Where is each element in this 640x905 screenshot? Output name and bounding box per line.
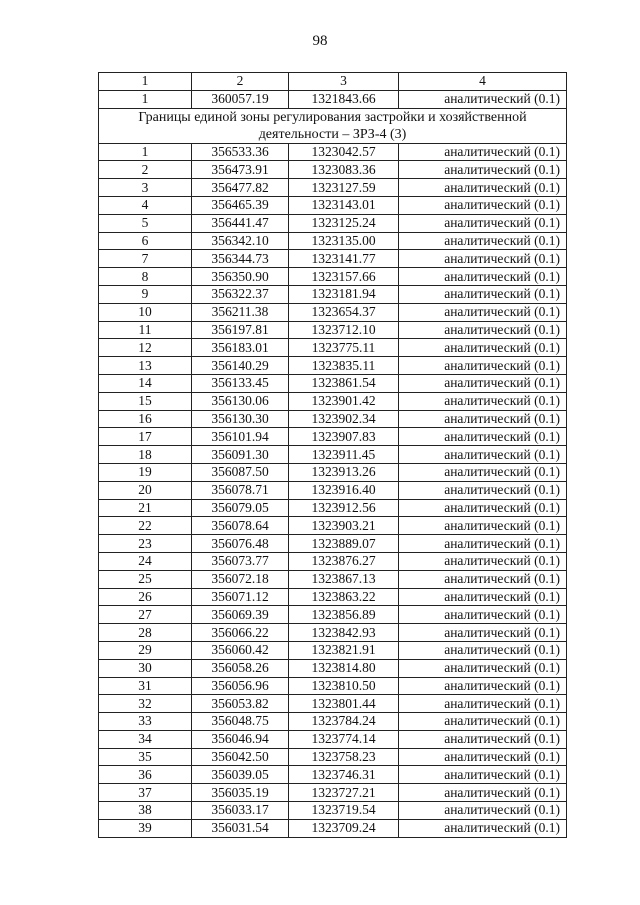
x-coordinate-cell: 356056.96: [192, 677, 289, 695]
y-coordinate-cell: 1323913.26: [289, 463, 399, 481]
y-coordinate-cell: 1323157.66: [289, 268, 399, 286]
table-row: [99, 588, 567, 606]
y-coordinate-cell: 1323821.91: [289, 641, 399, 659]
method-cell: аналитический (0.1): [399, 748, 567, 766]
x-coordinate-cell: 356060.42: [192, 641, 289, 659]
table-row: [99, 659, 567, 677]
x-coordinate-cell: 356078.71: [192, 481, 289, 499]
method-cell: аналитический (0.1): [399, 161, 567, 179]
x-coordinate-cell: 356039.05: [192, 766, 289, 784]
x-coordinate-cell: 356071.12: [192, 588, 289, 606]
point-number-cell: 25: [99, 570, 192, 588]
x-coordinate-cell: 356465.39: [192, 196, 289, 214]
table-row: [99, 392, 567, 410]
table-row: [99, 570, 567, 588]
table-row: [99, 446, 567, 464]
x-coordinate-cell: 356183.01: [192, 339, 289, 357]
coordinates-table-body: [99, 73, 567, 838]
point-number-cell: 10: [99, 303, 192, 321]
table-row: [99, 552, 567, 570]
point-number-cell: 26: [99, 588, 192, 606]
point-number-cell: 19: [99, 463, 192, 481]
point-number-cell: 21: [99, 499, 192, 517]
method-cell: аналитический (0.1): [399, 677, 567, 695]
y-coordinate-cell: 1323902.34: [289, 410, 399, 428]
x-coordinate-cell: 356130.06: [192, 392, 289, 410]
table-row: [99, 232, 567, 250]
method-cell: аналитический (0.1): [399, 357, 567, 375]
point-number-cell: 39: [99, 819, 192, 837]
method-cell: аналитический (0.1): [399, 268, 567, 286]
x-coordinate-cell: 356473.91: [192, 161, 289, 179]
table-row: [99, 606, 567, 624]
method-cell: аналитический (0.1): [399, 713, 567, 731]
y-coordinate-cell: 1323042.57: [289, 143, 399, 161]
point-number-cell: 33: [99, 713, 192, 731]
x-coordinate-cell: 356035.19: [192, 784, 289, 802]
y-coordinate-cell: 1323856.89: [289, 606, 399, 624]
y-coordinate-cell: 1323876.27: [289, 552, 399, 570]
table-row: [99, 214, 567, 232]
y-coordinate-cell: 1323712.10: [289, 321, 399, 339]
y-coordinate-cell: 1323901.42: [289, 392, 399, 410]
point-number-cell: 18: [99, 446, 192, 464]
method-cell: аналитический (0.1): [399, 196, 567, 214]
y-coordinate-cell: 1323912.56: [289, 499, 399, 517]
x-coordinate-cell: 356072.18: [192, 570, 289, 588]
method-cell: аналитический (0.1): [399, 819, 567, 837]
y-coordinate-cell: 1323916.40: [289, 481, 399, 499]
point-number-cell: 29: [99, 641, 192, 659]
table-row: [99, 179, 567, 197]
point-number-cell: 1: [99, 143, 192, 161]
x-coordinate-cell: 356477.82: [192, 179, 289, 197]
coordinates-table: [98, 72, 567, 838]
method-cell: аналитический (0.1): [399, 321, 567, 339]
table-row: [99, 196, 567, 214]
y-coordinate-cell: 1323867.13: [289, 570, 399, 588]
method-cell: аналитический (0.1): [399, 606, 567, 624]
point-number-cell: 5: [99, 214, 192, 232]
method-cell: аналитический (0.1): [399, 624, 567, 642]
y-coordinate-cell: 1323861.54: [289, 374, 399, 392]
x-coordinate-cell: 356042.50: [192, 748, 289, 766]
method-cell: аналитический (0.1): [399, 695, 567, 713]
method-cell: аналитический (0.1): [399, 552, 567, 570]
header-cell-y: 3: [289, 73, 399, 91]
x-coordinate-cell: 356091.30: [192, 446, 289, 464]
point-number-cell: 9: [99, 285, 192, 303]
page-number: 98: [312, 33, 328, 49]
method-cell: аналитический (0.1): [399, 428, 567, 446]
y-coordinate-cell: 1323719.54: [289, 802, 399, 820]
y-coordinate-cell: 1323125.24: [289, 214, 399, 232]
table-row: [99, 161, 567, 179]
y-coordinate-cell: 1323810.50: [289, 677, 399, 695]
method-cell: аналитический (0.1): [399, 784, 567, 802]
y-coordinate-cell: 1323135.00: [289, 232, 399, 250]
method-cell: аналитический (0.1): [399, 481, 567, 499]
table-row: [99, 303, 567, 321]
method-cell: аналитический (0.1): [399, 250, 567, 268]
method-cell: аналитический (0.1): [399, 90, 567, 108]
method-cell: аналитический (0.1): [399, 214, 567, 232]
table-row: [99, 641, 567, 659]
table-row: [99, 695, 567, 713]
point-number-cell: 27: [99, 606, 192, 624]
method-cell: аналитический (0.1): [399, 730, 567, 748]
x-coordinate-cell: 356533.36: [192, 143, 289, 161]
method-cell: аналитический (0.1): [399, 392, 567, 410]
point-number-cell: 17: [99, 428, 192, 446]
point-number-cell: 23: [99, 535, 192, 553]
table-row: [99, 463, 567, 481]
method-cell: аналитический (0.1): [399, 659, 567, 677]
table-row: [99, 766, 567, 784]
point-number-cell: 30: [99, 659, 192, 677]
method-cell: аналитический (0.1): [399, 232, 567, 250]
table-row: [99, 321, 567, 339]
y-coordinate-cell: 1323746.31: [289, 766, 399, 784]
point-number-cell: 11: [99, 321, 192, 339]
header-cell-x: 2: [192, 73, 289, 91]
method-cell: аналитический (0.1): [399, 374, 567, 392]
method-cell: аналитический (0.1): [399, 410, 567, 428]
table-row: [99, 499, 567, 517]
x-coordinate-cell: 356130.30: [192, 410, 289, 428]
method-cell: аналитический (0.1): [399, 303, 567, 321]
point-number-cell: 13: [99, 357, 192, 375]
x-coordinate-cell: 356048.75: [192, 713, 289, 731]
x-coordinate-cell: 356069.39: [192, 606, 289, 624]
point-number-cell: 2: [99, 161, 192, 179]
table-row: [99, 374, 567, 392]
point-number-cell: 12: [99, 339, 192, 357]
y-coordinate-cell: 1323727.21: [289, 784, 399, 802]
x-coordinate-cell: 356078.64: [192, 517, 289, 535]
table-row: [99, 535, 567, 553]
table-row: [99, 250, 567, 268]
y-coordinate-cell: 1321843.66: [289, 90, 399, 108]
y-coordinate-cell: 1323709.24: [289, 819, 399, 837]
table-row: [99, 481, 567, 499]
table-row: [99, 90, 567, 108]
header-cell-point: 1: [99, 73, 192, 91]
header-row: [99, 73, 567, 91]
y-coordinate-cell: 1323181.94: [289, 285, 399, 303]
x-coordinate-cell: 356066.22: [192, 624, 289, 642]
section-title-row: [99, 108, 567, 143]
table-row: [99, 784, 567, 802]
method-cell: аналитический (0.1): [399, 588, 567, 606]
point-number-cell: 34: [99, 730, 192, 748]
method-cell: аналитический (0.1): [399, 463, 567, 481]
x-coordinate-cell: 356079.05: [192, 499, 289, 517]
point-number-cell: 16: [99, 410, 192, 428]
y-coordinate-cell: 1323911.45: [289, 446, 399, 464]
table-row: [99, 819, 567, 837]
table-row: [99, 143, 567, 161]
point-number-cell: 28: [99, 624, 192, 642]
table-row: [99, 339, 567, 357]
method-cell: аналитический (0.1): [399, 446, 567, 464]
point-number-cell: 38: [99, 802, 192, 820]
section-title: Границы единой зоны регулирования застройки и хозяйственной деятельности – ЗРЗ-4 (3): [99, 108, 567, 143]
y-coordinate-cell: 1323127.59: [289, 179, 399, 197]
point-number-cell: 1: [99, 90, 192, 108]
x-coordinate-cell: 356053.82: [192, 695, 289, 713]
point-number-cell: 24: [99, 552, 192, 570]
y-coordinate-cell: 1323654.37: [289, 303, 399, 321]
table-row: [99, 268, 567, 286]
table-row: [99, 730, 567, 748]
x-coordinate-cell: 356058.26: [192, 659, 289, 677]
x-coordinate-cell: 356046.94: [192, 730, 289, 748]
table-row: [99, 517, 567, 535]
y-coordinate-cell: 1323889.07: [289, 535, 399, 553]
point-number-cell: 22: [99, 517, 192, 535]
table-row: [99, 428, 567, 446]
point-number-cell: 20: [99, 481, 192, 499]
x-coordinate-cell: 356322.37: [192, 285, 289, 303]
method-cell: аналитический (0.1): [399, 179, 567, 197]
y-coordinate-cell: 1323801.44: [289, 695, 399, 713]
method-cell: аналитический (0.1): [399, 285, 567, 303]
x-coordinate-cell: 356350.90: [192, 268, 289, 286]
table-row: [99, 410, 567, 428]
point-number-cell: 4: [99, 196, 192, 214]
y-coordinate-cell: 1323835.11: [289, 357, 399, 375]
method-cell: аналитический (0.1): [399, 535, 567, 553]
x-coordinate-cell: 356073.77: [192, 552, 289, 570]
method-cell: аналитический (0.1): [399, 766, 567, 784]
table-row: [99, 677, 567, 695]
x-coordinate-cell: 356441.47: [192, 214, 289, 232]
point-number-cell: 3: [99, 179, 192, 197]
method-cell: аналитический (0.1): [399, 802, 567, 820]
table-row: [99, 802, 567, 820]
y-coordinate-cell: 1323907.83: [289, 428, 399, 446]
table-row: [99, 624, 567, 642]
y-coordinate-cell: 1323903.21: [289, 517, 399, 535]
x-coordinate-cell: 356197.81: [192, 321, 289, 339]
y-coordinate-cell: 1323814.80: [289, 659, 399, 677]
x-coordinate-cell: 356344.73: [192, 250, 289, 268]
point-number-cell: 36: [99, 766, 192, 784]
x-coordinate-cell: 356087.50: [192, 463, 289, 481]
x-coordinate-cell: 356031.54: [192, 819, 289, 837]
point-number-cell: 15: [99, 392, 192, 410]
x-coordinate-cell: 356101.94: [192, 428, 289, 446]
point-number-cell: 6: [99, 232, 192, 250]
table-row: [99, 285, 567, 303]
y-coordinate-cell: 1323774.14: [289, 730, 399, 748]
y-coordinate-cell: 1323141.77: [289, 250, 399, 268]
y-coordinate-cell: 1323083.36: [289, 161, 399, 179]
x-coordinate-cell: 356140.29: [192, 357, 289, 375]
point-number-cell: 31: [99, 677, 192, 695]
x-coordinate-cell: 356211.38: [192, 303, 289, 321]
table-row: [99, 713, 567, 731]
point-number-cell: 32: [99, 695, 192, 713]
method-cell: аналитический (0.1): [399, 143, 567, 161]
method-cell: аналитический (0.1): [399, 570, 567, 588]
x-coordinate-cell: 356033.17: [192, 802, 289, 820]
x-coordinate-cell: 356076.48: [192, 535, 289, 553]
y-coordinate-cell: 1323784.24: [289, 713, 399, 731]
method-cell: аналитический (0.1): [399, 517, 567, 535]
y-coordinate-cell: 1323775.11: [289, 339, 399, 357]
y-coordinate-cell: 1323758.23: [289, 748, 399, 766]
y-coordinate-cell: 1323863.22: [289, 588, 399, 606]
x-coordinate-cell: 356342.10: [192, 232, 289, 250]
x-coordinate-cell: 360057.19: [192, 90, 289, 108]
y-coordinate-cell: 1323842.93: [289, 624, 399, 642]
header-cell-method: 4: [399, 73, 567, 91]
point-number-cell: 7: [99, 250, 192, 268]
point-number-cell: 35: [99, 748, 192, 766]
method-cell: аналитический (0.1): [399, 499, 567, 517]
x-coordinate-cell: 356133.45: [192, 374, 289, 392]
method-cell: аналитический (0.1): [399, 641, 567, 659]
y-coordinate-cell: 1323143.01: [289, 196, 399, 214]
table-row: [99, 748, 567, 766]
method-cell: аналитический (0.1): [399, 339, 567, 357]
table-row: [99, 357, 567, 375]
point-number-cell: 8: [99, 268, 192, 286]
point-number-cell: 14: [99, 374, 192, 392]
point-number-cell: 37: [99, 784, 192, 802]
